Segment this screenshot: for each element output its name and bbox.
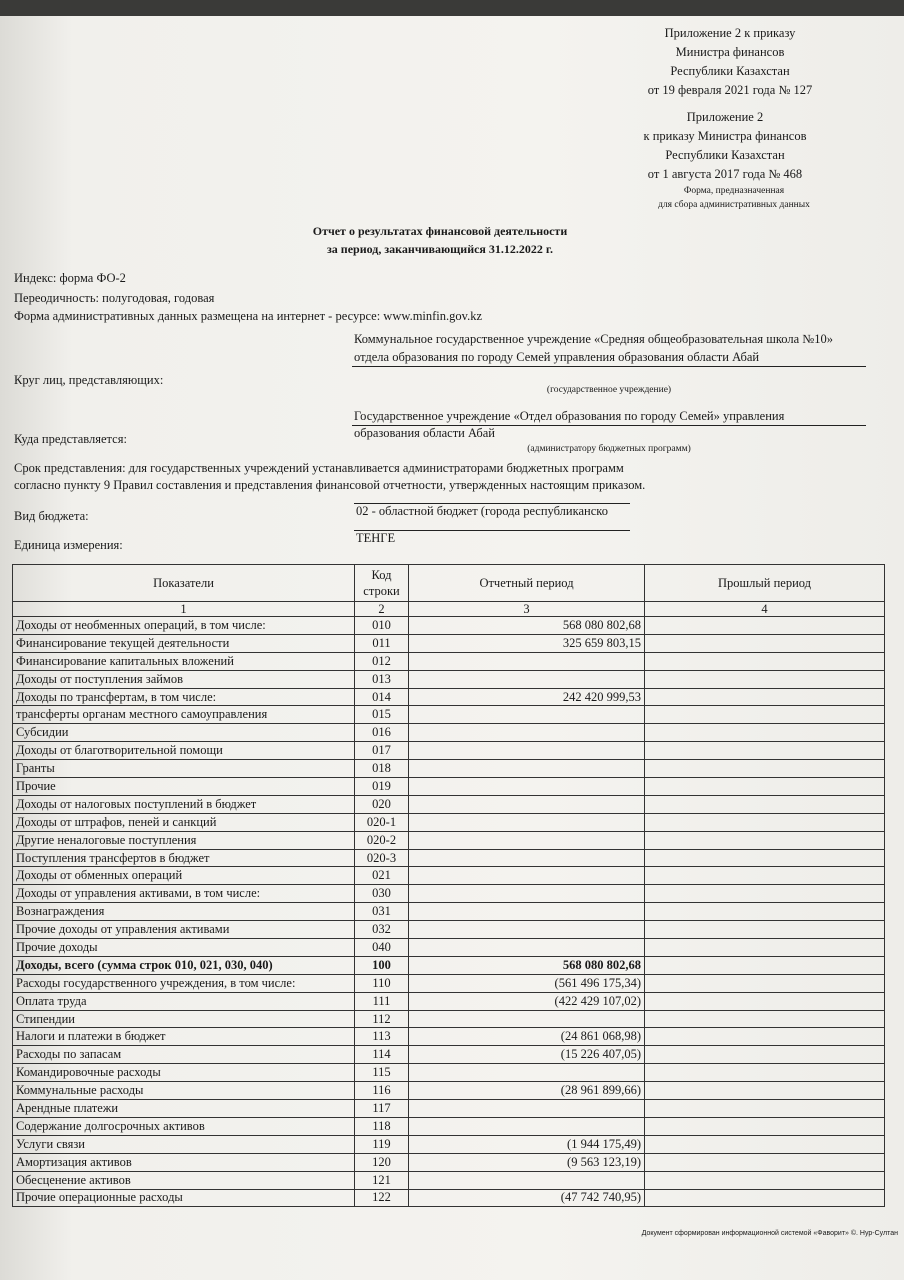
- row-code: 121: [355, 1171, 409, 1189]
- institution-line: отдела образования по городу Семей управления образования области Абай: [354, 350, 760, 364]
- row-code: 021: [355, 867, 409, 885]
- row-name: Доходы от обменных операций: [13, 867, 355, 885]
- table-row: [13, 1100, 885, 1118]
- table-row: [13, 921, 885, 939]
- row-previous: [645, 617, 885, 635]
- row-code: 113: [355, 1028, 409, 1046]
- row-current: (561 496 175,34): [409, 974, 645, 992]
- row-current: [409, 1171, 645, 1189]
- row-previous: [645, 652, 885, 670]
- row-name: Поступления трансфертов в бюджет: [13, 849, 355, 867]
- row-current: [409, 1064, 645, 1082]
- table-row: [13, 1117, 885, 1135]
- row-current: 242 420 999,53: [409, 688, 645, 706]
- table-row: [13, 706, 885, 724]
- row-current: [409, 795, 645, 813]
- row-name: Расходы по запасам: [13, 1046, 355, 1064]
- row-current: (422 429 107,02): [409, 992, 645, 1010]
- table-row: [13, 617, 885, 635]
- row-name: Финансирование текущей деятельности: [13, 634, 355, 652]
- row-name: Другие неналоговые поступления: [13, 831, 355, 849]
- row-code: 117: [355, 1100, 409, 1118]
- row-code: 114: [355, 1046, 409, 1064]
- circle-label: Круг лиц, представляющих:: [14, 373, 164, 387]
- report-title: [240, 222, 640, 258]
- table-row: [13, 795, 885, 813]
- table-body: [13, 617, 885, 1207]
- row-name: Доходы от благотворительной помощи: [13, 742, 355, 760]
- table-row: [13, 778, 885, 796]
- row-code: 020-3: [355, 849, 409, 867]
- budget-label: Вид бюджета:: [14, 509, 89, 523]
- row-current: [409, 760, 645, 778]
- row-name: Командировочные расходы: [13, 1064, 355, 1082]
- row-code: 111: [355, 992, 409, 1010]
- row-previous: [645, 1117, 885, 1135]
- appendix-line: Министра финансов: [675, 45, 785, 59]
- table-row: [13, 1135, 885, 1153]
- row-previous: [645, 670, 885, 688]
- table-row: [13, 688, 885, 706]
- recipient-caption: (администратору бюджетных программ): [527, 444, 691, 454]
- row-previous: [645, 1028, 885, 1046]
- row-code: 118: [355, 1117, 409, 1135]
- budget-value: 02 - областной бюджет (города республиканско: [356, 504, 608, 518]
- row-current: [409, 1010, 645, 1028]
- row-current: [409, 849, 645, 867]
- row-previous: [645, 1082, 885, 1100]
- row-current: [409, 670, 645, 688]
- row-code: 012: [355, 652, 409, 670]
- table-row: [13, 1046, 885, 1064]
- row-current: [409, 742, 645, 760]
- appendix-block-1: [630, 24, 830, 100]
- row-code: 040: [355, 939, 409, 957]
- row-name: Прочие доходы: [13, 939, 355, 957]
- row-current: (47 742 740,95): [409, 1189, 645, 1207]
- underline: [352, 366, 866, 367]
- row-name: Прочие доходы от управления активами: [13, 921, 355, 939]
- row-code: 100: [355, 956, 409, 974]
- row-current: [409, 939, 645, 957]
- table-row: [13, 634, 885, 652]
- row-current: [409, 778, 645, 796]
- header-code: Код строки: [355, 565, 409, 602]
- row-name: Доходы от управления активами, в том числе:: [13, 885, 355, 903]
- row-current: 568 080 802,68: [409, 617, 645, 635]
- row-current: (24 861 068,98): [409, 1028, 645, 1046]
- row-name: Вознаграждения: [13, 903, 355, 921]
- photo-edge: [0, 0, 904, 16]
- form-note: [634, 184, 834, 212]
- row-current: (1 944 175,49): [409, 1135, 645, 1153]
- row-name: трансферты органам местного самоуправления: [13, 706, 355, 724]
- circle-caption: (государственное учреждение): [546, 385, 672, 395]
- row-previous: [645, 813, 885, 831]
- row-name: Прочие операционные расходы: [13, 1189, 355, 1207]
- footer-note: Документ сформирован информационной системой «Фаворит» ©. Нур-Султан: [641, 1230, 898, 1237]
- website-note: Форма административных данных размещена на интернет - ресурсе: www.minfin.gov.kz: [14, 309, 483, 323]
- row-previous: [645, 795, 885, 813]
- row-name: Гранты: [13, 760, 355, 778]
- form-note-line: Форма, предназначенная: [683, 186, 785, 196]
- appendix-line: от 1 августа 2017 года № 468: [647, 167, 803, 181]
- row-code: 020: [355, 795, 409, 813]
- row-previous: [645, 1010, 885, 1028]
- row-name: Коммунальные расходы: [13, 1082, 355, 1100]
- row-previous: [645, 742, 885, 760]
- table-row: [13, 652, 885, 670]
- row-code: 116: [355, 1082, 409, 1100]
- row-name: Доходы по трансфертам, в том числе:: [13, 688, 355, 706]
- form-index: Индекс: форма ФО-2: [14, 271, 126, 285]
- row-current: [409, 903, 645, 921]
- row-name: Амортизация активов: [13, 1153, 355, 1171]
- row-code: 019: [355, 778, 409, 796]
- financial-results-table: [12, 564, 885, 1207]
- row-code: 112: [355, 1010, 409, 1028]
- title-line: за период, заканчивающийся 31.12.2022 г.: [326, 242, 554, 256]
- table-row: [13, 1189, 885, 1207]
- row-code: 016: [355, 724, 409, 742]
- table-row: [13, 742, 885, 760]
- col-number: 1: [13, 602, 355, 617]
- appendix-block-2: [610, 108, 840, 184]
- row-name: Обесценение активов: [13, 1171, 355, 1189]
- row-code: 032: [355, 921, 409, 939]
- row-previous: [645, 1064, 885, 1082]
- underline: [354, 530, 630, 531]
- table-row: [13, 974, 885, 992]
- row-previous: [645, 921, 885, 939]
- row-current: [409, 921, 645, 939]
- row-code: 013: [355, 670, 409, 688]
- row-current: [409, 706, 645, 724]
- row-code: 110: [355, 974, 409, 992]
- row-previous: [645, 778, 885, 796]
- table-row: [13, 1153, 885, 1171]
- row-previous: [645, 688, 885, 706]
- recipient-line: Государственное учреждение «Отдел образования по городу Семей» управления: [354, 409, 785, 423]
- table-row: [13, 831, 885, 849]
- row-previous: [645, 1153, 885, 1171]
- row-previous: [645, 992, 885, 1010]
- row-code: 122: [355, 1189, 409, 1207]
- header-previous: Прошлый период: [645, 565, 885, 602]
- appendix-line: от 19 февраля 2021 года № 127: [647, 83, 813, 97]
- header-indicators: Показатели: [13, 565, 355, 602]
- col-number: 4: [645, 602, 885, 617]
- row-previous: [645, 939, 885, 957]
- col-number: 3: [409, 602, 645, 617]
- row-name: Налоги и платежи в бюджет: [13, 1028, 355, 1046]
- row-current: [409, 885, 645, 903]
- table-row: [13, 992, 885, 1010]
- table-row: [13, 903, 885, 921]
- row-previous: [645, 760, 885, 778]
- row-current: [409, 867, 645, 885]
- row-code: 020-2: [355, 831, 409, 849]
- row-code: 011: [355, 634, 409, 652]
- row-previous: [645, 885, 885, 903]
- row-code: 014: [355, 688, 409, 706]
- deadline-line: Срок представления: для государственных учреждений устанавливается администраторами бюджетных программ: [14, 461, 624, 475]
- row-previous: [645, 974, 885, 992]
- row-previous: [645, 956, 885, 974]
- row-current: (15 226 407,05): [409, 1046, 645, 1064]
- table-row: [13, 813, 885, 831]
- table-row: [13, 1064, 885, 1082]
- row-code: 020-1: [355, 813, 409, 831]
- row-previous: [645, 903, 885, 921]
- row-code: 015: [355, 706, 409, 724]
- row-previous: [645, 1189, 885, 1207]
- deadline-line: согласно пункту 9 Правил составления и представления финансовой отчетности, утвержденных настоящим приказом.: [14, 478, 646, 492]
- row-name: Арендные платежи: [13, 1100, 355, 1118]
- appendix-line: Приложение 2 к приказу: [664, 26, 796, 40]
- row-code: 018: [355, 760, 409, 778]
- row-name: Доходы от необменных операций, в том числе:: [13, 617, 355, 635]
- row-current: (28 961 899,66): [409, 1082, 645, 1100]
- title-line: Отчет о результатах финансовой деятельности: [312, 224, 568, 238]
- row-name: Доходы от налоговых поступлений в бюджет: [13, 795, 355, 813]
- table-row: [13, 849, 885, 867]
- row-name: Доходы от штрафов, пеней и санкций: [13, 813, 355, 831]
- row-previous: [645, 634, 885, 652]
- row-previous: [645, 1171, 885, 1189]
- recipient-label: Куда представляется:: [14, 432, 127, 446]
- recipient-line: образования области Абай: [354, 426, 495, 440]
- table-row: [13, 1171, 885, 1189]
- row-name: Услуги связи: [13, 1135, 355, 1153]
- row-previous: [645, 831, 885, 849]
- row-current: [409, 1100, 645, 1118]
- row-current: [409, 652, 645, 670]
- table-row: [13, 1028, 885, 1046]
- row-name: Прочие: [13, 778, 355, 796]
- row-name: Расходы государственного учреждения, в том числе:: [13, 974, 355, 992]
- row-current: 325 659 803,15: [409, 634, 645, 652]
- row-name: Финансирование капитальных вложений: [13, 652, 355, 670]
- appendix-line: к приказу Министра финансов: [643, 129, 807, 143]
- row-previous: [645, 849, 885, 867]
- row-previous: [645, 724, 885, 742]
- periodicity: Переодичность: полугодовая, годовая: [14, 291, 215, 305]
- row-previous: [645, 1100, 885, 1118]
- row-name: Стипендии: [13, 1010, 355, 1028]
- row-previous: [645, 1046, 885, 1064]
- unit-label: Единица измерения:: [14, 538, 123, 552]
- row-previous: [645, 706, 885, 724]
- row-code: 115: [355, 1064, 409, 1082]
- institution-line: Коммунальное государственное учреждение «Средняя общеобразовательная школа №10»: [354, 332, 833, 346]
- table-row: [13, 867, 885, 885]
- row-current: [409, 724, 645, 742]
- row-name: Содержание долгосрочных активов: [13, 1117, 355, 1135]
- row-code: 017: [355, 742, 409, 760]
- table-row: [13, 760, 885, 778]
- table-row: [13, 1082, 885, 1100]
- row-previous: [645, 1135, 885, 1153]
- row-name: Субсидии: [13, 724, 355, 742]
- row-current: [409, 1117, 645, 1135]
- table-row: [13, 724, 885, 742]
- row-name: Доходы, всего (сумма строк 010, 021, 030, 040): [13, 956, 355, 974]
- form-note-line: для сбора административных данных: [658, 200, 810, 210]
- row-current: [409, 813, 645, 831]
- row-code: 119: [355, 1135, 409, 1153]
- appendix-line: Республики Казахстан: [670, 64, 790, 78]
- row-previous: [645, 867, 885, 885]
- table-row: [13, 670, 885, 688]
- header-current: Отчетный период: [409, 565, 645, 602]
- row-current: (9 563 123,19): [409, 1153, 645, 1171]
- row-name: Доходы от поступления займов: [13, 670, 355, 688]
- unit-value: ТЕНГЕ: [356, 531, 396, 545]
- row-code: 030: [355, 885, 409, 903]
- row-code: 120: [355, 1153, 409, 1171]
- table-row: [13, 1010, 885, 1028]
- table-row: [13, 939, 885, 957]
- col-number: 2: [355, 602, 409, 617]
- row-current: 568 080 802,68: [409, 956, 645, 974]
- row-code: 010: [355, 617, 409, 635]
- row-current: [409, 831, 645, 849]
- table-row: [13, 885, 885, 903]
- row-code: 031: [355, 903, 409, 921]
- row-name: Оплата труда: [13, 992, 355, 1010]
- table-row: [13, 956, 885, 974]
- appendix-line: Приложение 2: [686, 110, 764, 124]
- underline: [352, 425, 866, 426]
- underline: [354, 503, 630, 504]
- appendix-line: Республики Казахстан: [665, 148, 785, 162]
